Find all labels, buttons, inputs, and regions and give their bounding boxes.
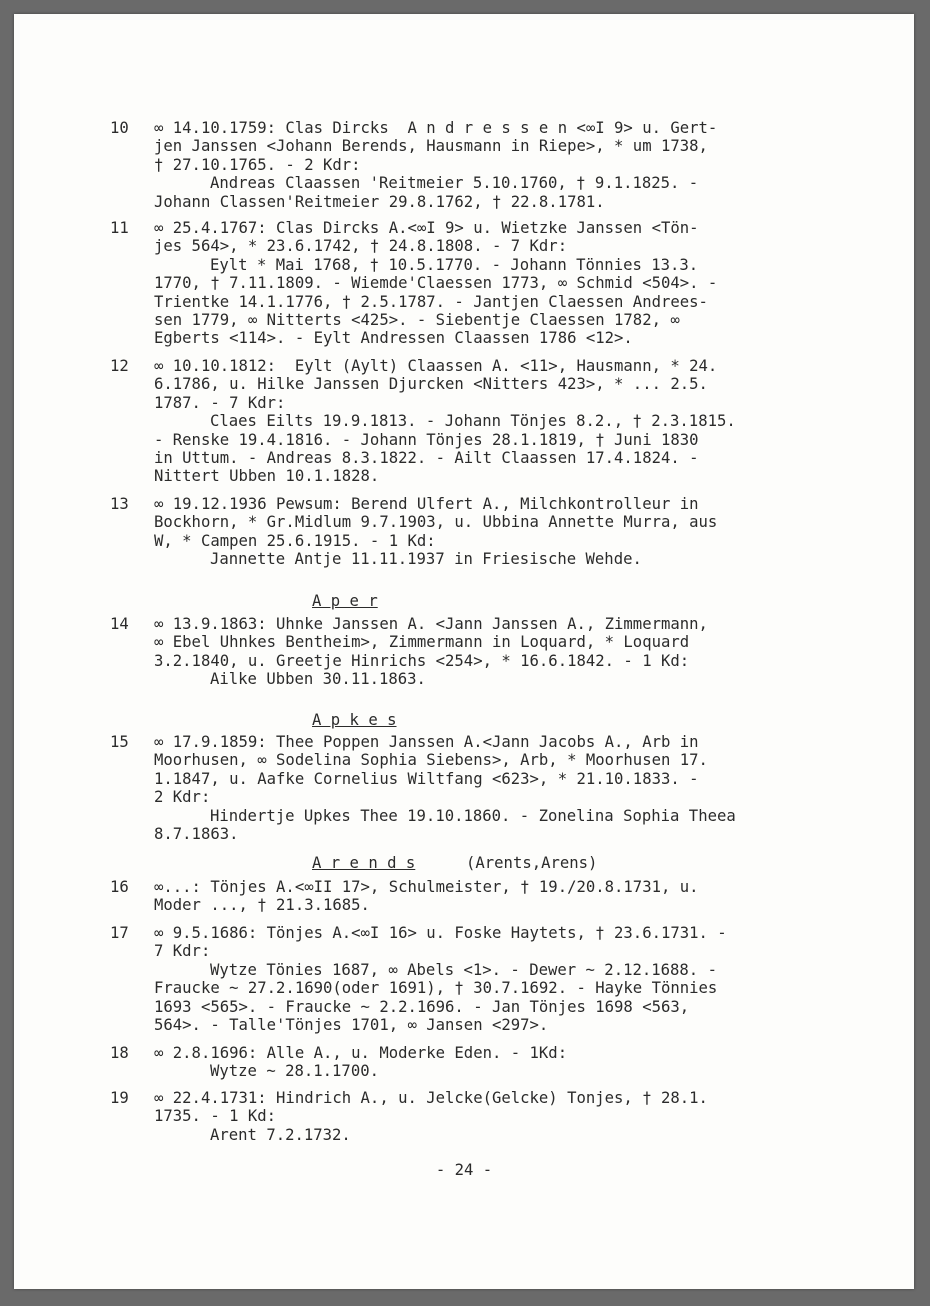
entry-line: 8.7.1863. bbox=[154, 825, 239, 843]
entry-number: 15 bbox=[110, 733, 129, 751]
entry-line: 1693 <565>. - Fraucke ~ 2.2.1696. - Jan Tönjes 1698 <563, bbox=[154, 997, 690, 1016]
entry-line: Ailke Ubben 30.11.1863. bbox=[210, 670, 426, 689]
entry-line: Trientke 14.1.1776, † 2.5.1787. - Jantjen Claessen Andrees- bbox=[154, 292, 708, 311]
entry-line: in Uttum. - Andreas 8.3.1822. - Ailt Claassen 17.4.1824. - bbox=[154, 449, 699, 467]
entry-line: ∞...: Tönjes A.<∞II 17>, Schulmeister, † 19./20.8.1731, u. bbox=[154, 878, 699, 896]
entry-line: 1735. - 1 Kd: bbox=[154, 1107, 277, 1126]
entry-line: 2 Kdr: bbox=[154, 788, 211, 807]
entry-number: 16 bbox=[110, 878, 129, 896]
entry-line: 3.2.1840, u. Greetje Hinrichs <254>, * 16.6.1842. - 1 Kd: bbox=[154, 651, 690, 670]
entry-line: ∞ 13.9.1863: Uhnke Janssen A. <Jann Janssen A., Zimmermann, bbox=[154, 615, 708, 633]
entry-line: Wytze Tönies 1687, ∞ Abels <1>. - Dewer ~ 2.12.1688. - bbox=[210, 960, 717, 979]
entry-line: Egberts <114>. - Eylt Andressen Claassen 1786 <12>. bbox=[154, 329, 633, 348]
entry-number: 18 bbox=[110, 1044, 129, 1062]
entry-line: Nittert Ubben 10.1.1828. bbox=[154, 467, 380, 486]
entry-line: Moder ..., † 21.3.1685. bbox=[154, 896, 370, 915]
entry-number: 17 bbox=[110, 924, 129, 942]
entry-line: 6.1786, u. Hilke Janssen Djurcken <Nitters 423>, * ... 2.5. bbox=[154, 375, 708, 394]
entry-line: † 27.10.1765. - 2 Kdr: bbox=[154, 155, 361, 174]
entry-line: W, * Campen 25.6.1915. - 1 Kd: bbox=[154, 531, 436, 550]
entry-line: jes 564>, * 23.6.1742, † 24.8.1808. - 7 Kdr: bbox=[154, 237, 568, 256]
page-text bbox=[14, 14, 914, 1289]
entry-line: 1770, † 7.11.1809. - Wiemde'Claessen 1773, ∞ Schmid <504>. - bbox=[154, 274, 718, 293]
surname-heading: A p e r bbox=[312, 592, 378, 610]
surname-variants: (Arents,Arens) bbox=[466, 854, 598, 872]
entry-line: - Renske 19.4.1816. - Johann Tönjes 28.1.1819, † Juni 1830 bbox=[154, 430, 699, 449]
entry-line: ∞ 14.10.1759: Clas Dircks A n d r e s s e n <∞I 9> u. Gert- bbox=[154, 119, 718, 137]
entry-line: sen 1779, ∞ Nitterts <425>. - Siebentje Claessen 1782, ∞ bbox=[154, 311, 680, 329]
entry-line: Wytze ~ 28.1.1700. bbox=[210, 1062, 379, 1081]
entry-line: Fraucke ~ 27.2.1690(oder 1691), † 30.7.1692. - Hayke Tönnies bbox=[154, 979, 718, 998]
entry-number: 11 bbox=[110, 219, 129, 237]
entry-line: 1787. - 7 Kdr: bbox=[154, 393, 286, 412]
entry-number: 14 bbox=[110, 615, 129, 633]
entry-line: Andreas Claassen 'Reitmeier 5.10.1760, † 9.1.1825. - bbox=[210, 174, 699, 193]
entry-line: Bockhorn, * Gr.Midlum 9.7.1903, u. Ubbina Annette Murra, aus bbox=[154, 513, 718, 532]
entry-line: 564>. - Talle'Tönjes 1701, ∞ Jansen <297>. bbox=[154, 1016, 549, 1034]
surname-heading: A p k e s bbox=[312, 711, 397, 729]
entry-line: ∞ 19.12.1936 Pewsum: Berend Ulfert A., Milchkontrolleur in bbox=[154, 495, 699, 513]
entry-line: Jannette Antje 11.11.1937 in Friesische Wehde. bbox=[210, 550, 642, 569]
entry-line: ∞ Ebel Uhnkes Bentheim>, Zimmermann in Loquard, * Loquard bbox=[154, 633, 690, 652]
entry-line: Claes Eilts 19.9.1813. - Johann Tönjes 8.2., † 2.3.1815. bbox=[210, 412, 736, 431]
entry-line: Moorhusen, ∞ Sodelina Sophia Siebens>, Arb, * Moorhusen 17. bbox=[154, 751, 708, 770]
entry-line: ∞ 2.8.1696: Alle A., u. Moderke Eden. - 1Kd: bbox=[154, 1044, 568, 1062]
entry-number: 12 bbox=[110, 357, 129, 375]
entry-line: ∞ 17.9.1859: Thee Poppen Janssen A.<Jann Jacobs A., Arb in bbox=[154, 733, 699, 751]
entry-number: 13 bbox=[110, 495, 129, 513]
surname-heading: A r e n d s bbox=[312, 854, 416, 872]
entry-line: 1.1847, u. Aafke Cornelius Wiltfang <623>, * 21.10.1833. - bbox=[154, 769, 699, 788]
entry-line: jen Janssen <Johann Berends, Hausmann in Riepe>, * um 1738, bbox=[154, 137, 708, 156]
document-page bbox=[14, 14, 914, 1289]
entry-line: Arent 7.2.1732. bbox=[210, 1125, 351, 1144]
entry-line: ∞ 25.4.1767: Clas Dircks A.<∞I 9> u. Wietzke Janssen <Tön- bbox=[154, 219, 699, 237]
entry-number: 10 bbox=[110, 119, 129, 137]
page-number: - 24 - bbox=[435, 1161, 493, 1179]
entry-line: ∞ 9.5.1686: Tönjes A.<∞I 16> u. Foske Haytets, † 23.6.1731. - bbox=[154, 924, 727, 942]
entry-line: Hindertje Upkes Thee 19.10.1860. - Zonelina Sophia Theea bbox=[210, 806, 736, 825]
entry-line: ∞ 10.10.1812: Eylt (Aylt) Claassen A. <11>, Hausmann, * 24. bbox=[154, 357, 718, 375]
entry-line: 7 Kdr: bbox=[154, 942, 211, 961]
entry-line: Johann Classen'Reitmeier 29.8.1762, † 22.8.1781. bbox=[154, 192, 605, 211]
entry-line: Eylt * Mai 1768, † 10.5.1770. - Johann Tönnies 13.3. bbox=[210, 255, 699, 274]
entry-number: 19 bbox=[110, 1089, 129, 1107]
entry-line: ∞ 22.4.1731: Hindrich A., u. Jelcke(Gelcke) Tonjes, † 28.1. bbox=[154, 1089, 708, 1107]
